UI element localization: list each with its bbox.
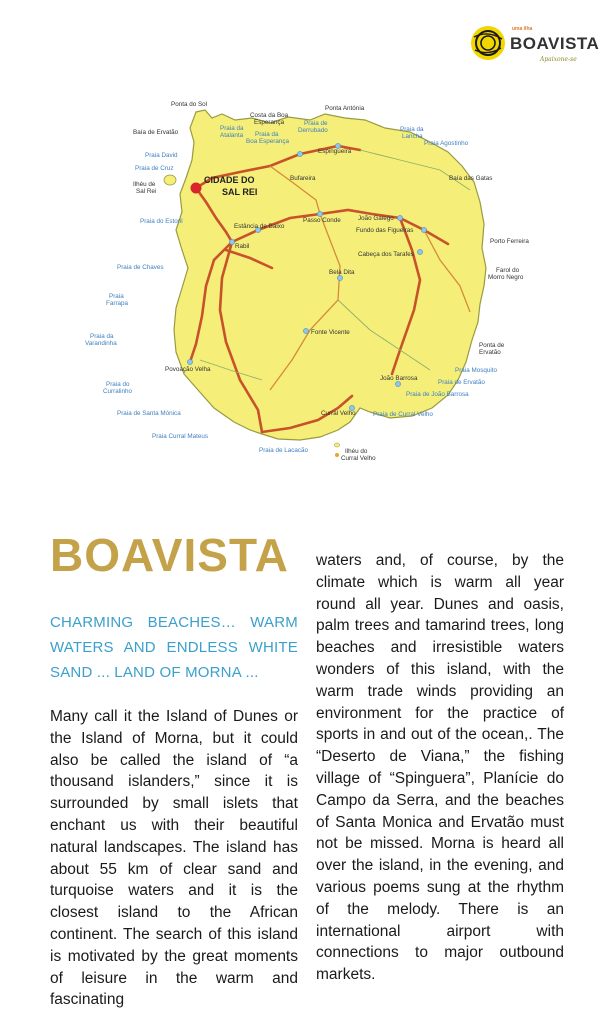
boavista-logo (454, 12, 606, 74)
label-praia-curralinho: Praia do (106, 381, 130, 388)
label-praia-agostinho: Praia Agostinho (424, 140, 469, 147)
label-praia-do-estoril: Praia do Estoril (140, 218, 183, 225)
label-farol: Farol do (496, 267, 520, 274)
label-costa-boa-esperanca: Costa da Boa (250, 112, 289, 119)
label-praia-derrubado: Praia de (304, 120, 328, 127)
label-praia-curralinho-2: Curralinho (103, 388, 133, 395)
label-porto-ferreira: Porto Ferreira (490, 238, 529, 245)
label-joao-galego: João Galego (358, 215, 394, 222)
ilheu-sal-rei-islet (164, 175, 176, 185)
label-fonte-vicente: Fonte Vicente (311, 329, 350, 336)
logo-small-text: uma ilha (512, 26, 533, 32)
ilheu-curral-velho-islet (335, 443, 340, 447)
label-praia-varandinha: Praia da (90, 333, 114, 340)
label-ponta-antonia: Ponta Antónia (325, 105, 365, 112)
label-ponta-ervatao: Ponta de (479, 342, 505, 349)
label-farol-2: Morro Negro (488, 274, 524, 281)
label-cabeca-dos-tarafes: Cabeça dos Tarafes (358, 251, 414, 258)
label-praia-curral-mateus: Praia Curral Mateus (152, 433, 208, 440)
label-passo-conde: Passo Conde (303, 217, 341, 224)
label-praia-mosquito: Praia Mosquito (455, 367, 497, 374)
label-praia-de-ervatao: Praia de Ervatão (438, 379, 485, 386)
label-praia-boa-esperanca: Praia da (255, 131, 279, 138)
label-ilheu-sal-rei: Ilhéu de (133, 181, 156, 188)
label-baia-das-gatas: Baía das Gatas (449, 175, 493, 182)
capital-label-line1: CIDADE DO (204, 175, 255, 185)
label-praia-farrapa-2: Farrapa (106, 300, 129, 307)
label-curral-velho: Curral Velho (321, 410, 356, 417)
label-praia-atalanta-2: Atalanta (220, 132, 244, 139)
island-map (0, 90, 614, 470)
label-bela-dita: Bela Dita (329, 269, 355, 276)
label-praia-boa-esperanca-2: Boa Esperança (246, 138, 290, 145)
label-praia-de-lacacao: Praia de Lacacão (259, 447, 309, 454)
label-praia-david: Praia David (145, 152, 178, 159)
label-praia-varandinha-2: Varandinha (85, 340, 117, 347)
logo-wordmark: BOAVISTA (510, 34, 600, 53)
label-praia-farrapa: Praia (109, 293, 124, 300)
label-praia-joao-barrosa: Praia de João Barrosa (406, 391, 469, 398)
capital-label-line2: SAL REI (222, 187, 258, 197)
label-joao-barrosa: João Barrosa (380, 375, 418, 382)
label-praia-de-cruz: Praia de Cruz (135, 165, 174, 172)
label-fundo-das-figueiras: Fundo das Figueiras (356, 227, 414, 234)
label-praia-lancha-2: Lancha (402, 133, 423, 140)
label-bufareira: Bufareira (290, 175, 316, 182)
label-povoacao-velha: Povoação Velha (165, 366, 211, 373)
label-baia-de-ervatao: Baía de Ervatão (133, 129, 179, 136)
label-rabil: Rabil (235, 243, 250, 250)
label-estancia-de-baixo: Estância de Baixo (234, 223, 285, 230)
label-ponta-ervatao-2: Ervatão (479, 349, 501, 356)
label-costa-boa-esperanca-2: Esperança (254, 119, 285, 126)
label-ponta-do-sol: Ponta do Sol (171, 101, 208, 108)
capital-marker-icon (191, 183, 202, 194)
label-praia-derrubado-2: Derrubado (298, 127, 328, 134)
label-praia-lancha: Praia da (400, 126, 424, 133)
lighthouse-marker-icon (335, 453, 339, 457)
label-praia-santa-monica: Praia de Santa Mónica (117, 410, 181, 417)
label-praia-curral-velho: Praia de Curral Velho (373, 411, 433, 418)
label-espingueira: Espingueira (318, 148, 352, 155)
label-praia-atalanta: Praia da (220, 125, 244, 132)
article-subtitle: CHARMING BEACHES… WARM WATERS AND ENDLESS WHITE SAND ... LAND OF MORNA ... (50, 614, 298, 681)
label-ilheu-curral-velho: Ilhéu do (345, 448, 368, 455)
label-ilheu-sal-rei-2: Sal Rei (136, 188, 157, 195)
article-body-right-column: waters and, of course, by the climate which is warm all year round all year. Dunes and oasis, palm trees and tamarind trees, long beaches and irresistible waters wonders of this island, with the warm trade winds providing an environment for the practice of sports in and out of the ocean,. The “Deserto de Viana,” the fishing village of “Spinguera”, Planície do Campo da Serra, and the beaches of Santa Monica and Ervatão must not be missed. Morna is heard all over the island, in the evening, and various poems sung at the rhythm of the melody. There is an international airport with connections to major outbound markets. (316, 552, 564, 984)
logo-tagline: Apaixone-se (540, 56, 577, 63)
label-ilheu-curral-velho-2: Curral Velho (341, 455, 376, 462)
page-title: BOAVISTA (50, 529, 289, 581)
label-praia-de-chaves: Praia de Chaves (117, 264, 164, 271)
article-body-left-column: Many call it the Island of Dunes or the Island of Morna, but it could also be called the island of “a thousand islanders,” since it is surrounded by small islets that enchant us with their beautiful natural landscapes. The island has about 55 km of clear sand and turquoise waters and it is the closest island to the African continent. The search of this island is motivated by the great moments of leisure in the warm and fascinating (50, 708, 298, 1009)
